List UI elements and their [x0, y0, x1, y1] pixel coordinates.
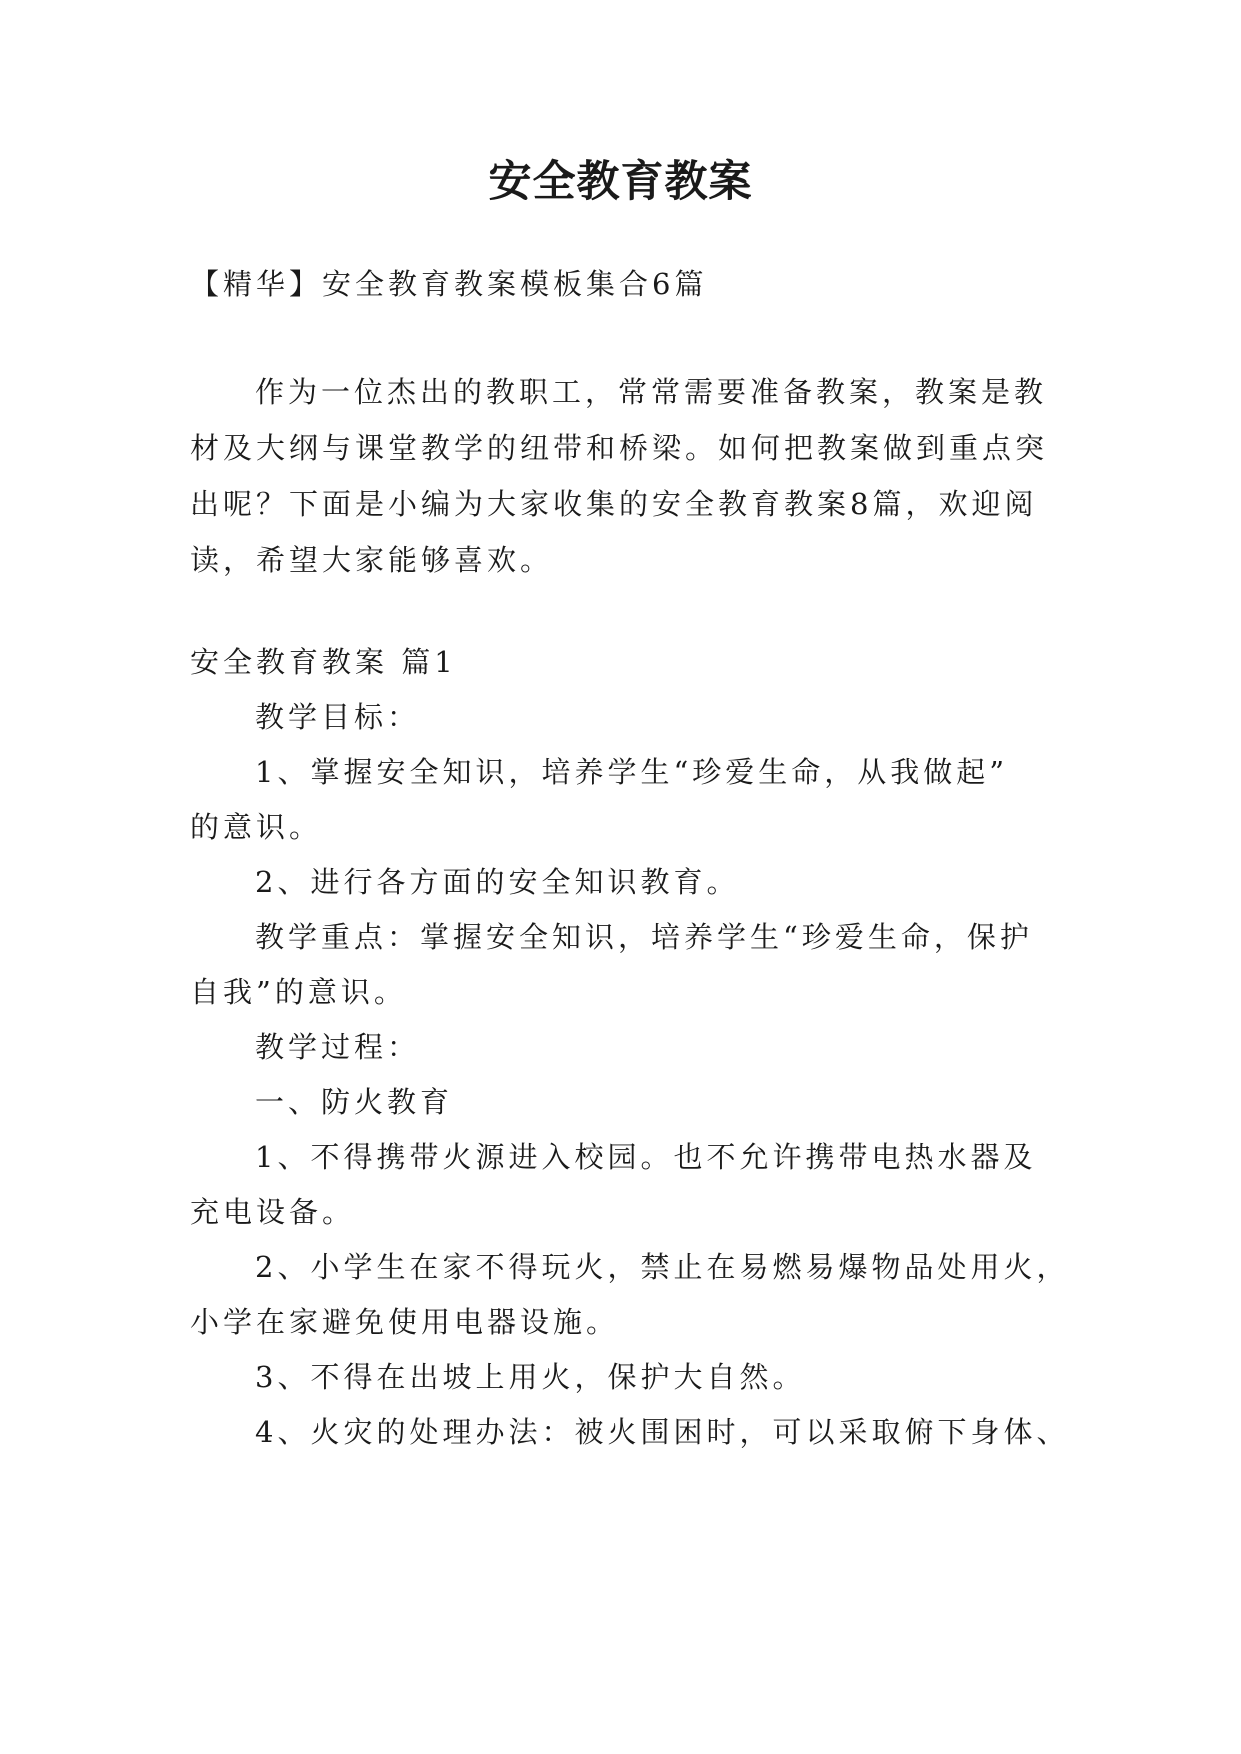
intro-line-3: 出呢？下面是小编为大家收集的安全教育教案8篇，欢迎阅: [190, 487, 1038, 521]
intro-line-1: 作为一位杰出的教职工，常常需要准备教案，教案是教: [255, 375, 1048, 409]
intro-line-4: 读，希望大家能够喜欢。: [190, 543, 554, 577]
body-line-9: 1、不得携带火源进入校园。也不允许携带电热水器及: [255, 1140, 1037, 1174]
body-line-8: 一、防火教育: [255, 1085, 454, 1119]
body-line-11: 2、小学生在家不得玩火，禁止在易燃易爆物品处用火，: [255, 1250, 1070, 1284]
body-line-4: 2、进行各方面的安全知识教育。: [255, 865, 740, 899]
body-line-13: 3、不得在出坡上用火，保护大自然。: [255, 1360, 806, 1394]
body-line-2: 1、掌握安全知识，培养学生“珍爱生命，从我做起”: [255, 755, 1009, 789]
body-line-6: 自我”的意识。: [190, 975, 407, 1009]
body-line-7: 教学过程：: [255, 1030, 421, 1064]
intro-line-2: 材及大纲与课堂教学的纽带和桥梁。如何把教案做到重点突: [190, 431, 1049, 465]
document-subtitle: 【精华】安全教育教案模板集合6篇: [190, 267, 708, 301]
section-heading: 安全教育教案 篇1: [190, 645, 457, 679]
body-line-14: 4、火灾的处理办法：被火围困时，可以采取俯下身体、: [255, 1415, 1070, 1449]
body-line-5: 教学重点：掌握安全知识，培养学生“珍爱生命，保护: [255, 920, 1033, 954]
document-title: 安全教育教案: [488, 157, 753, 207]
body-line-3: 的意识。: [190, 810, 323, 844]
body-line-12: 小学在家避免使用电器设施。: [190, 1305, 620, 1339]
body-line-1: 教学目标：: [255, 700, 421, 734]
body-line-10: 充电设备。: [190, 1195, 356, 1229]
